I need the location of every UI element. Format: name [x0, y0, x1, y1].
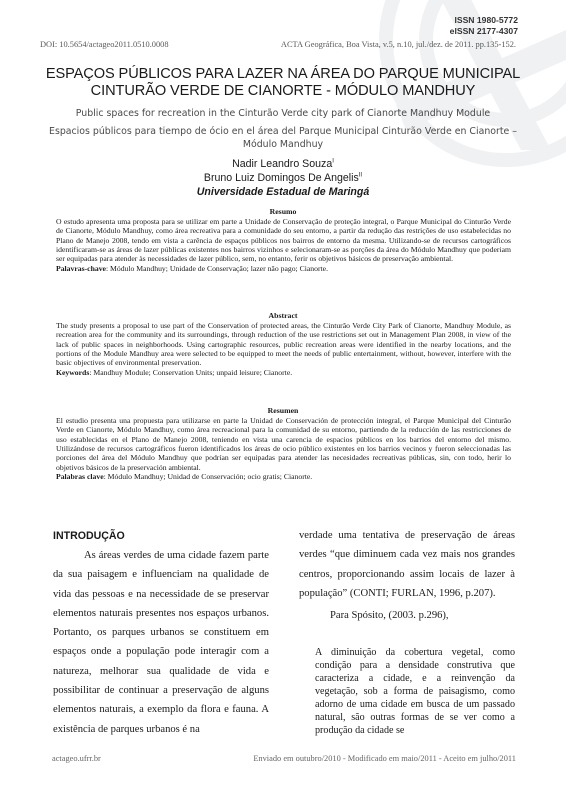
author-2-mark: II [358, 172, 363, 179]
subtitle-spanish: Espacios públicos para tiempo de ócio en el área del Parque Municipal Cinturão Verde en Cianorte – Módulo Mandhuy [49, 126, 517, 150]
resumo-keywords-label: Palavras-chave [56, 263, 106, 273]
journal-watermark-logo [316, 0, 566, 200]
intro-paragraph: As áreas verdes de uma cidade fazem parte da sua paisagem e influenciam na qualidade de vida das pessoas e na necessidade de se preservar elementos naturais presentes nos espaços urbanos. Portanto, os parques urbanos se constituem em espaços onde a população pode interagir com a natureza, melhorar sua qualidade de vida e possibilitar de continuar a preservação de alguns elementos naturais, a exemplo da flora e fauna. A existência de parques urbanos é na [53, 550, 269, 735]
abstract-heading: Abstract [268, 311, 298, 320]
right-paragraph: verdade uma tentativa de preservação de áreas verdes “que diminuem cada vez mais nos grandes centros, proporcionando assim locais de lazer à população” (CONTI; FURLAN, 1996, p.207). [299, 530, 515, 599]
abstract-keywords-label: Keywords [56, 367, 90, 377]
issn: ISSN 1980-5772 [454, 15, 518, 25]
section-title-introducao: INTRODUÇÃO [53, 530, 125, 542]
doi: DOI: 10.5654/actageo2011.0510.0008 [40, 40, 169, 49]
author-2 [40, 172, 526, 184]
resumen-text: El estudio presenta una propuesta para utilizarse en parte la Unidad de Conservación de protección integral, el Parque Municipal del Cinturão Verde en Cianorte, Módulo Mandhuy, como área recreacional para la comunidad de su entorno, partiendo de la reducción de las restricciones de uso establecidas en el Plano de Manejo 2008, teniendo en vista una carencia de espacios públicos en los barrios del entorno del mismo. Utilizándose de recursos cartográficos fueron identificados los áreas de ocio público existentes en los barrios vecinos y fueron seleccionadas las porciones del área del Módulo Mandhuy que podrían ser equipadas para atender las necesidades recreativas públicas, sin, con todo, herir lo objetivos básicos de la preservación ambiental. [56, 416, 511, 472]
right-column [299, 526, 515, 625]
footer-dates: Enviado em outubro/2010 - Modificado em maio/2011 - Aceito em julho/2011 [253, 754, 516, 763]
author-1-mark: I [332, 158, 334, 165]
author-1 [40, 158, 526, 170]
resumen-keywords [56, 472, 511, 481]
resumen-keywords-text: : Módulo Mandhuy; Unidad de Conservación; ocio gratis; Cianorte. [103, 472, 313, 482]
resumen-block [56, 416, 511, 481]
title-line-1: ESPAÇOS PÚBLICOS PARA LAZER NA ÁREA DO PARQUE MUNICIPAL [45, 66, 521, 82]
resumen-keywords-label: Palabras clave [56, 472, 104, 482]
journal-reference: ACTA Geográfica, Boa Vista, v.5, n.10, jul./dez. de 2011. pp.135-152. [280, 40, 516, 49]
resumo-heading: Resumo [269, 207, 297, 216]
left-column [53, 546, 269, 739]
title-line-2: CINTURÃO VERDE DE CIANORTE - MÓDULO MANDHUY [90, 83, 476, 99]
subtitle-english: Public spaces for recreation in the Cinturão Verde city park of Cianorte Mandhuy Module [75, 108, 491, 119]
university: Universidade Estadual de Maringá [196, 186, 370, 198]
resumo-block [56, 217, 511, 273]
block-quote: A diminuição da cobertura vegetal, como condição para a densidade construtiva que caracteriza a cidade, e a reinvenção da vegetação, sob a forma de paisagismo, como adorno de uma cidade em busca de um passado natural, são outras formas de se ver como a produção da cidade se [315, 647, 515, 736]
footer-site: actageo.ufrr.br [52, 754, 101, 763]
abstract-keywords-text: : Mandhuy Module; Conservation Units; unpaid leisure; Cianorte. [89, 367, 293, 377]
resumo-keywords-text: : Módulo Mandhuy; Unidade de Conservação; lazer não pago; Cianorte. [105, 263, 328, 273]
eissn: eISSN 2177-4307 [449, 26, 518, 36]
resumo-keywords [56, 264, 511, 273]
resumen-heading: Resumen [267, 406, 299, 415]
resumo-text: O estudo apresenta uma proposta para se utilizar em parte a Unidade de Conservação de proteção integral, o Parque Municipal do Cinturão Verde de Cianorte, Módulo Mandhuy, como área recreativa para a comunidade do seu entorno, a partir da redução das restrições de uso estabelecidas no Plano de Manejo 2008, tendo em vista a carência de espaços públicos nos bairros de entorno da mesma. Utilizando-se de recursos cartográficos identificaram-se as áreas de lazer públicas existentes nos bairros vizinhos e selecionaram-se as porções da área do Módulo Mandhuy que poderiam ser equipadas para atender às necessidades de lazer público, sem, no entanto, ferir os objetivos básicos de preservação ambiental. [56, 217, 511, 264]
abstract-block [56, 321, 511, 377]
author-1-name: Nadir Leandro Souza [232, 158, 333, 170]
article-title [30, 66, 536, 100]
abstract-keywords [56, 368, 511, 377]
abstract-text: The study presents a proposal to use part of the Conservation of protected areas, the Cinturão Verde City Park of Cianorte, Mandhuy Module, as recreation area for the community and its surroundings, through reduction of the use restrictions set out in Management Plan 2008, in view of the lack of public spaces in neighborhoods. Using cartographic resources, public recreation areas were identified in the nearby locations, and the portions of the Module Mandhuy area were selected to be equipped to meet the needs of public entertainment, without, however, interfere with the basic objectives of environmental preservation. [56, 321, 511, 368]
author-2-name: Bruno Luiz Domingos De Angelis [203, 172, 359, 184]
citation-sposito: Para Spósito, (2003. p.296), [330, 610, 449, 622]
